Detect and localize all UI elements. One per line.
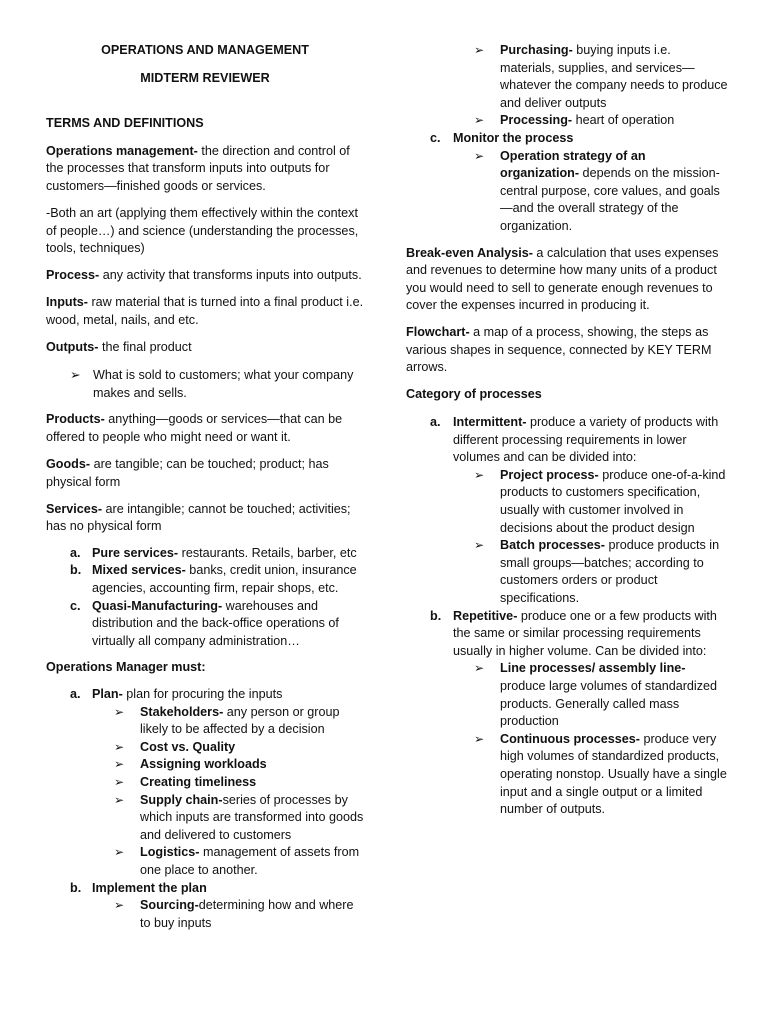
implement-item-sourcing: ➢ Sourcing-determining how and where to buy inputs <box>114 898 354 930</box>
plan-item-workloads: ➢ Assigning workloads <box>46 756 364 774</box>
arrow-bullet-icon: ➢ <box>114 898 125 913</box>
definition-services: Services- are intangible; cannot be touched; activities; has no physical form <box>46 501 351 534</box>
repetitive-item-continuous: ➢ Continuous processes- produce very high volumes of standardized products, operating nonstop. Usually have a single input and a single output or a limited number of outputs. <box>474 731 727 817</box>
plan-item-timeliness: ➢ Creating timeliness <box>46 774 364 792</box>
list-item-monitor: c. Monitor the process <box>430 130 574 145</box>
arrow-bullet-icon: ➢ <box>474 43 485 57</box>
definition-products: Products- anything—goods or services—that can be offered to people who might need or want it. <box>46 412 343 445</box>
arrow-bullet-icon: ➢ <box>474 661 485 676</box>
left-column <box>46 42 364 932</box>
plan-item-supply-chain: ➢ Supply chain-series of processes by which inputs are transformed into goods and delivered to customers <box>114 792 364 842</box>
list-item-pure-services: a. Pure services- restaurants. Retails, barber, etc <box>70 545 357 560</box>
plan-item-stakeholders: ➢ Stakeholders- any person or group likely to be affected by a decision <box>114 704 340 737</box>
definition-flowchart: Flowchart- a map of a process, showing, the steps as various shapes in sequence, connected by KEY TERM arrows. <box>406 325 712 375</box>
implement-item-purchasing: ➢ Purchasing- buying inputs i.e. materials, supplies, and services—whatever the company needs to produce and deliver outputs <box>474 43 728 110</box>
list-item-intermittent: a. Intermittent- produce a variety of products with different processing requirements in lower volumes and can be divided into: <box>430 415 719 465</box>
arrow-bullet-icon: ➢ <box>114 757 125 772</box>
arrow-bullet-icon: ➢ <box>474 467 485 482</box>
section-heading-terms: TERMS AND DEFINITIONS <box>46 116 204 131</box>
definition-inputs: Inputs- raw material that is turned into a final product i.e. wood, metal, nails, and etc. <box>46 295 364 327</box>
arrow-bullet-icon: ➢ <box>474 731 485 746</box>
implement-item-processing: ➢ Processing- heart of operation <box>406 112 728 130</box>
definition-outputs: Outputs- the final product <box>46 339 192 354</box>
list-item-mixed-services: b. Mixed services- banks, credit union, insurance agencies, accounting firm, repair shops, etc. <box>70 563 357 595</box>
arrow-bullet-icon: ➢ <box>474 113 485 128</box>
arrow-bullet-icon: ➢ <box>114 704 125 719</box>
definition-operations-management: Operations management- the direction and control of the processes that transform inputs into outputs for customers—finished goods or services. <box>46 143 350 193</box>
arrow-bullet-icon: ➢ <box>474 148 485 163</box>
arrow-bullet-icon: ➢ <box>114 792 125 807</box>
list-item-implement: b. Implement the plan <box>70 880 207 895</box>
list-item-quasi-manufacturing: c. Quasi-Manufacturing- warehouses and distribution and the back-office operations of virtually all company administration… <box>70 598 339 648</box>
intermittent-item-project: ➢ Project process- produce one-of-a-kind products to customers specification, usually with customer involved in decisions about the product design <box>474 467 726 535</box>
plan-item-logistics: ➢ Logistics- management of assets from one place to another. <box>114 845 360 877</box>
document-title: OPERATIONS AND MANAGEMENT <box>101 43 309 57</box>
plan-item-cost-quality: ➢ Cost vs. Quality <box>46 739 364 757</box>
category-heading: Category of processes <box>406 387 542 402</box>
definition-process: Process- any activity that transforms inputs into outputs. <box>46 268 362 283</box>
repetitive-item-line: ➢ Line processes/ assembly line- produce large volumes of standardized products. Generally called mass production <box>474 661 718 729</box>
definition-goods: Goods- are tangible; can be touched; product; has physical form <box>46 457 329 489</box>
arrow-bullet-icon: ➢ <box>114 845 125 860</box>
definition-art-science: -Both an art (applying them effectively within the context of people…) and science (understanding the processes, tools, techniques) <box>46 205 359 256</box>
right-column <box>406 42 728 819</box>
definition-break-even: Break-even Analysis- a calculation that uses expenses and revenues to determine how many units of a product you would need to sell to generate enough revenues to cover the expenses incurred in producing it. <box>406 245 719 313</box>
outputs-bullet: ➢ What is sold to customers; what your company makes and sells. <box>70 368 354 400</box>
om-must-heading: Operations Manager must: <box>46 660 206 675</box>
document-subtitle: MIDTERM REVIEWER <box>140 70 270 85</box>
arrow-bullet-icon: ➢ <box>70 368 81 383</box>
arrow-bullet-icon: ➢ <box>114 739 125 754</box>
arrow-bullet-icon: ➢ <box>114 774 125 789</box>
list-item-plan: a. Plan- plan for procuring the inputs <box>70 686 283 701</box>
list-item-repetitive: b. Repetitive- produce one or a few products with the same or similar processing requirements usually in higher volume. Can be divided into: <box>430 608 717 658</box>
intermittent-item-batch: ➢ Batch processes- produce products in small groups—batches; according to customers orders or product specifications. <box>474 538 720 605</box>
arrow-bullet-icon: ➢ <box>474 538 485 553</box>
monitor-item-strategy: ➢ Operation strategy of an organization- depends on the mission-central purpose, core values, and goals—and the overall strategy of the organization. <box>474 148 720 233</box>
